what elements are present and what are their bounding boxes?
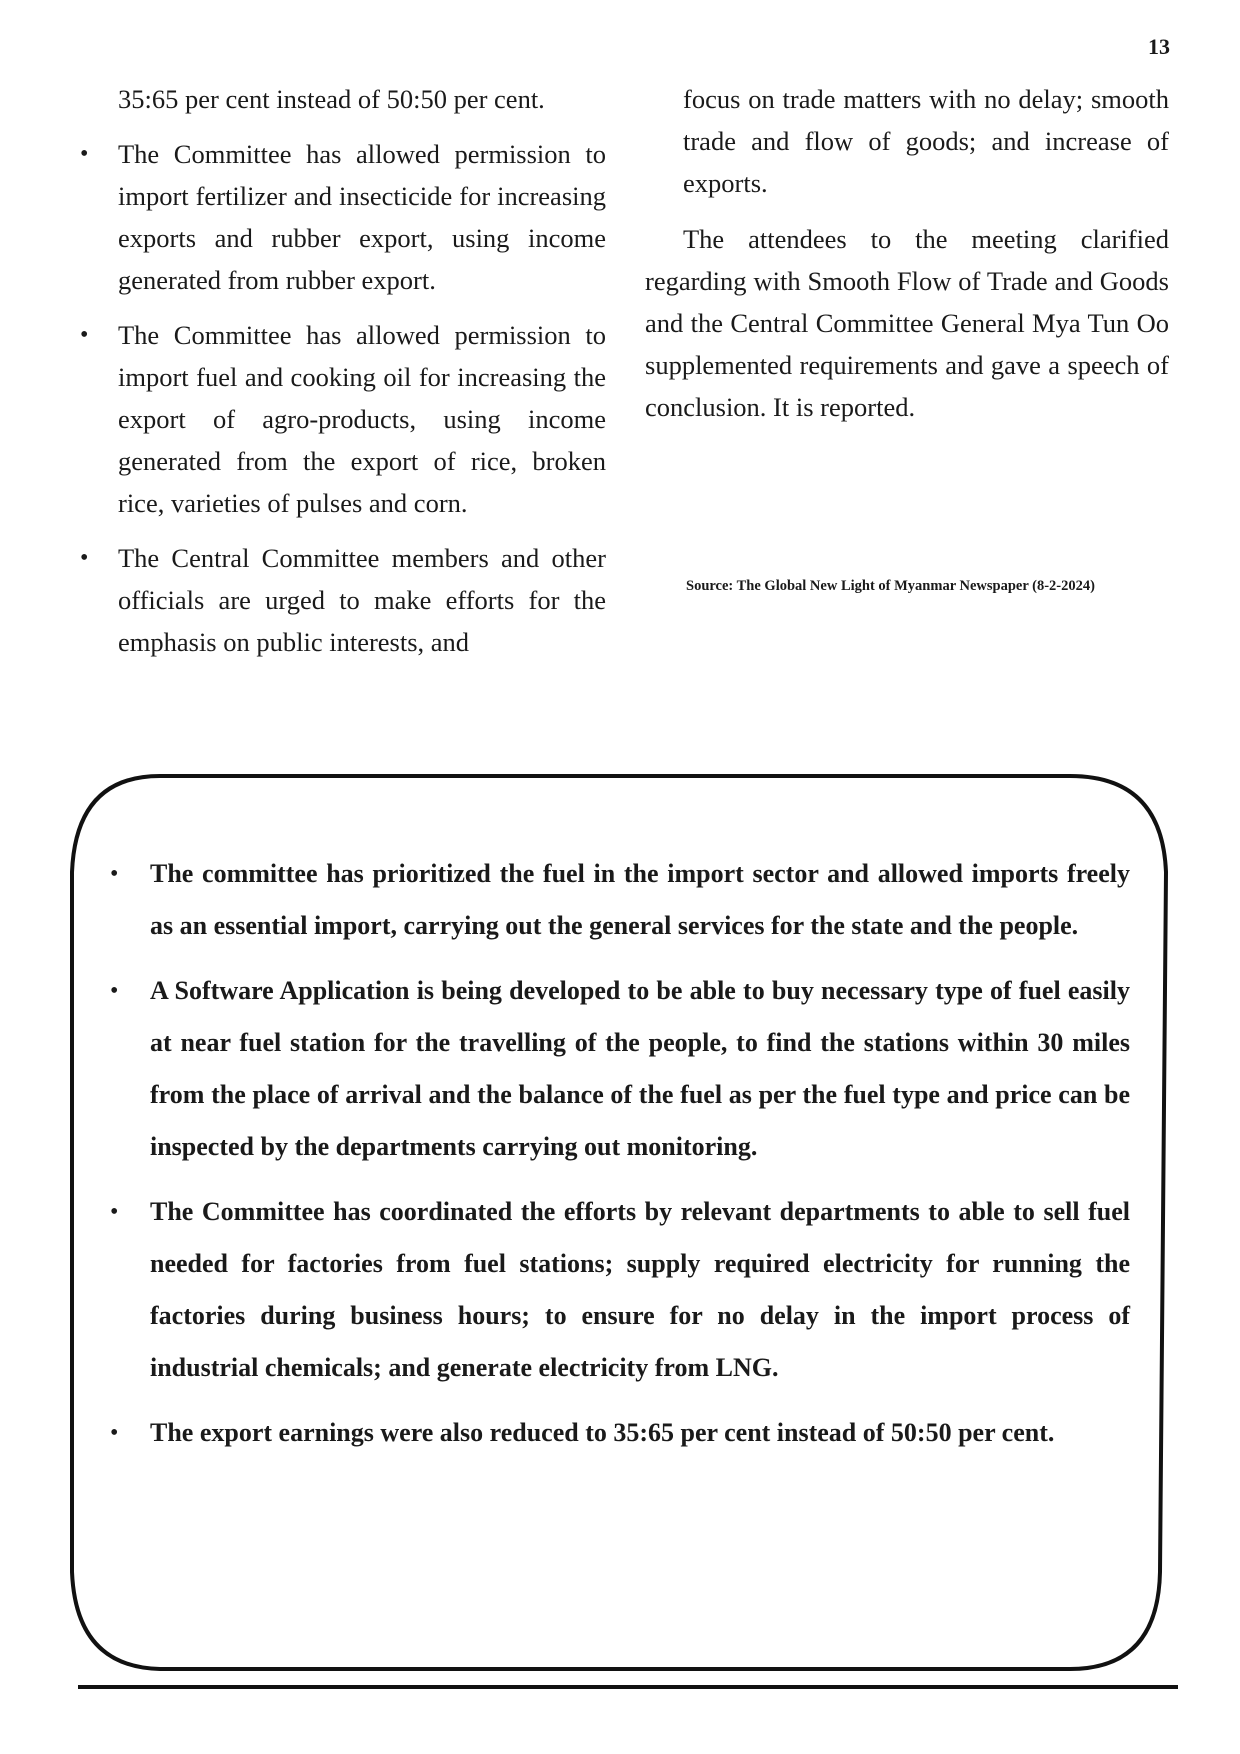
left-bullet-list — [80, 133, 606, 663]
paragraph: The attendees to the meeting clarified regarding with Smooth Flow of Trade and Goods and the Central Committee General Mya Tun Oo supplemented requirements and gave a speech of conclusion. It is reported. — [645, 224, 1169, 422]
highlight-bullet-list — [110, 848, 1130, 1459]
source-citation: Source: The Global New Light of Myanmar Newspaper (8-2-2024) — [686, 578, 1095, 594]
list-item: • The export earnings were also reduced to 35:65 per cent instead of 50:50 per cent. — [110, 1407, 1130, 1459]
highlight-box — [110, 848, 1130, 1472]
footer-divider — [78, 1685, 1178, 1689]
continued-text: 35:65 per cent instead of 50:50 per cent. — [118, 84, 545, 114]
page-number: 13 — [1148, 34, 1170, 59]
left-column — [80, 78, 606, 663]
list-item: • The Central Committee members and other officials are urged to make efforts for the emphasis on public interests, and — [80, 537, 606, 663]
right-column — [645, 78, 1169, 428]
list-item: • The Committee has allowed permission to import fertilizer and insecticide for increasing exports and rubber export, using income generated from rubber export. — [80, 133, 606, 301]
list-item: • A Software Application is being developed to be able to buy necessary type of fuel easily at near fuel station for the travelling of the people, to find the stations within 30 miles from the place of arrival and the balance of the fuel as per the fuel type and price can be inspected by the departments carrying out monitoring. — [110, 965, 1130, 1173]
list-item: • The committee has prioritized the fuel in the import sector and allowed imports freely as an essential import, carrying out the general services for the state and the people. — [110, 848, 1130, 952]
list-item: • The Committee has coordinated the efforts by relevant departments to able to sell fuel needed for factories from fuel stations; supply required electricity for running the factories during business hours; to ensure for no delay in the import process of industrial chemicals; and generate electricity from LNG. — [110, 1186, 1130, 1394]
continued-text: focus on trade matters with no delay; smooth trade and flow of goods; and increase of exports. — [683, 84, 1169, 198]
list-item: • The Committee has allowed permission to import fuel and cooking oil for increasing the export of agro-products, using income generated from the export of rice, broken rice, varieties of pulses and corn. — [80, 314, 606, 524]
